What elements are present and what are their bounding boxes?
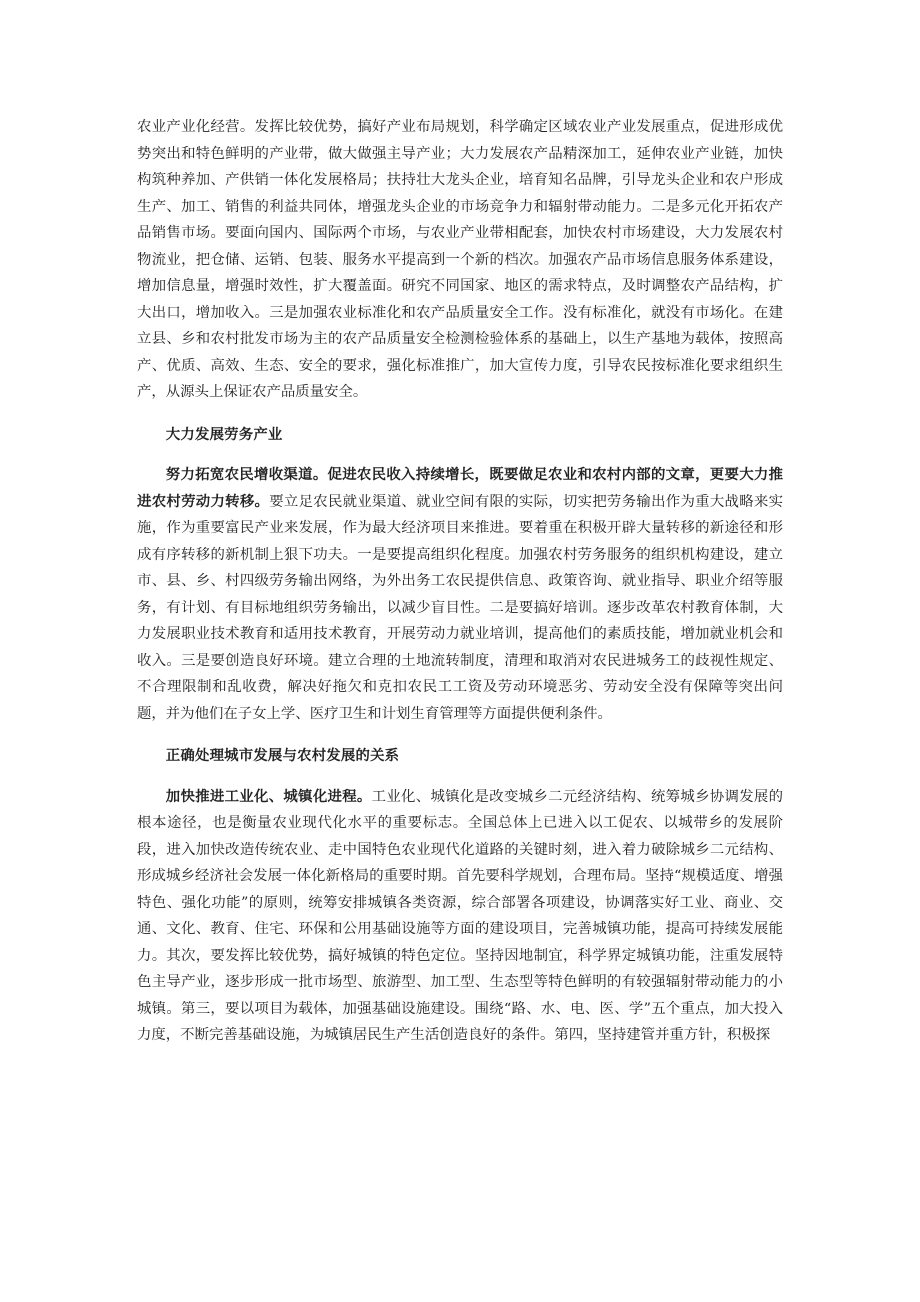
paragraph-body-text: 工业化、城镇化是改变城乡二元经济结构、统筹城乡协调发展的根本途径，也是衡量农业现代化水平的重要标志。全国总体上已进入以工促农、以城带乡的发展阶段，进入加快改造传统农业、走中国特色农业现代化道路的关键时刻，进入着力破除城乡二元结构、形成城乡经济社会发展一体化新格局的重要时期。首先要科学规划，合理布局。坚持“规模适度、增强特色、强化功能”的原则，统筹安排城镇各类资源，综合部署各项建设，协调落实好工业、商业、交通、文化、教育、住宅、环保和公用基础设施等方面的建设项目，完善城镇功能，提高可持续发展能力。其次，要发挥比较优势，搞好城镇的特色定位。坚持因地制宜，科学界定城镇功能，注重发展特色主导产业，逐步形成一批市场型、旅游型、加工型、生态型等特色鲜明的有较强辐射带动能力的小城镇。第三，要以项目为载体，加强基础设施建设。围绕“路、水、电、医、学”五个重点，加大投入力度，不断完善基础设施，为城镇居民生产生活创造良好的条件。第四，坚持建管并重方针，积极探: [137, 788, 783, 1043]
body-paragraph-2: [137, 462, 783, 727]
paragraph-lead-sentence: 努力拓宽农民增收渠道。促进农民收入持续增长，既要做足农业和农村内部的文章，更要大力推进农村劳动力转移。: [137, 466, 783, 510]
body-paragraph-3: [137, 784, 783, 1049]
paragraph-spacer: [137, 727, 783, 743]
paragraph-lead-sentence: 加快推进工业化、城镇化进程。: [165, 787, 372, 805]
document-body: [137, 114, 783, 1049]
section-heading-urban-rural: 正确处理城市发展与农村发展的关系: [165, 747, 400, 764]
section-heading-labor-industry: 大力发展劳务产业: [165, 425, 283, 443]
paragraph-spacer: [137, 406, 783, 422]
body-paragraph-1: 农业产业化经营。发挥比较优势，搞好产业布局规划，科学确定区域农业产业发展重点，促进形成优势突出和特色鲜明的产业带，做大做强主导产业；大力发展农产品精深加工，延伸农业产业链，加快构筑种养加、产供销一体化发展格局；扶持壮大龙头企业，培育知名品牌，引导龙头企业和农户形成生产、加工、销售的利益共同体，增强龙头企业的市场竞争力和辐射带动能力。二是多元化开拓农产品销售市场。要面向国内、国际两个市场，与农业产业带相配套，加快农村市场建设，大力发展农村物流业，把仓储、运销、包装、服务水平提高到一个新的档次。加强农产品市场信息服务体系建设，增加信息量，增强时效性，扩大覆盖面。研究不同国家、地区的需求特点，及时调整农产品结构，扩大出口，增加收入。三是加强农业标准化和农产品质量安全工作。没有标准化，就没有市场化。在建立县、乡和农村批发市场为主的农产品质量安全检测检验体系的基础上，以生产基地为载体，按照高产、优质、高效、生态、安全的要求，强化标准推广，加大宣传力度，引导农民按标准化要求组织生产，从源头上保证农产品质量安全。: [137, 119, 783, 400]
paragraph-body-text: 要立足农民就业渠道、就业空间有限的实际，切实把劳务输出作为重大战略来实施，作为重要富民产业来发展，作为最大经济项目来推进。要着重在积极开辟大量转移的新途径和形成有序转移的新机制上狠下功夫。一是要提高组织化程度。加强农村劳务服务的组织机构建设，建立市、县、乡、村四级劳务输出网络，为外出务工农民提供信息、政策咨询、就业指导、职业介绍等服务，有计划、有目标地组织劳务输出，以减少盲目性。二是要搞好培训。逐步改革农村教育体制，大力发展职业技术教育和适用技术教育，开展劳动力就业培训，提高他们的素质技能，增加就业机会和收入。三是要创造良好环境。建立合理的土地流转制度，清理和取消对农民进城务工的歧视性规定、不合理限制和乱收费，解决好拖欠和克扣农民工工资及劳动环境恶劣、劳动安全没有保障等突出问题，并为他们在子女上学、医疗卫生和计划生育管理等方面提供便利条件。: [137, 493, 783, 722]
paragraph-spacer: [137, 770, 783, 784]
paragraph-spacer: [137, 448, 783, 462]
